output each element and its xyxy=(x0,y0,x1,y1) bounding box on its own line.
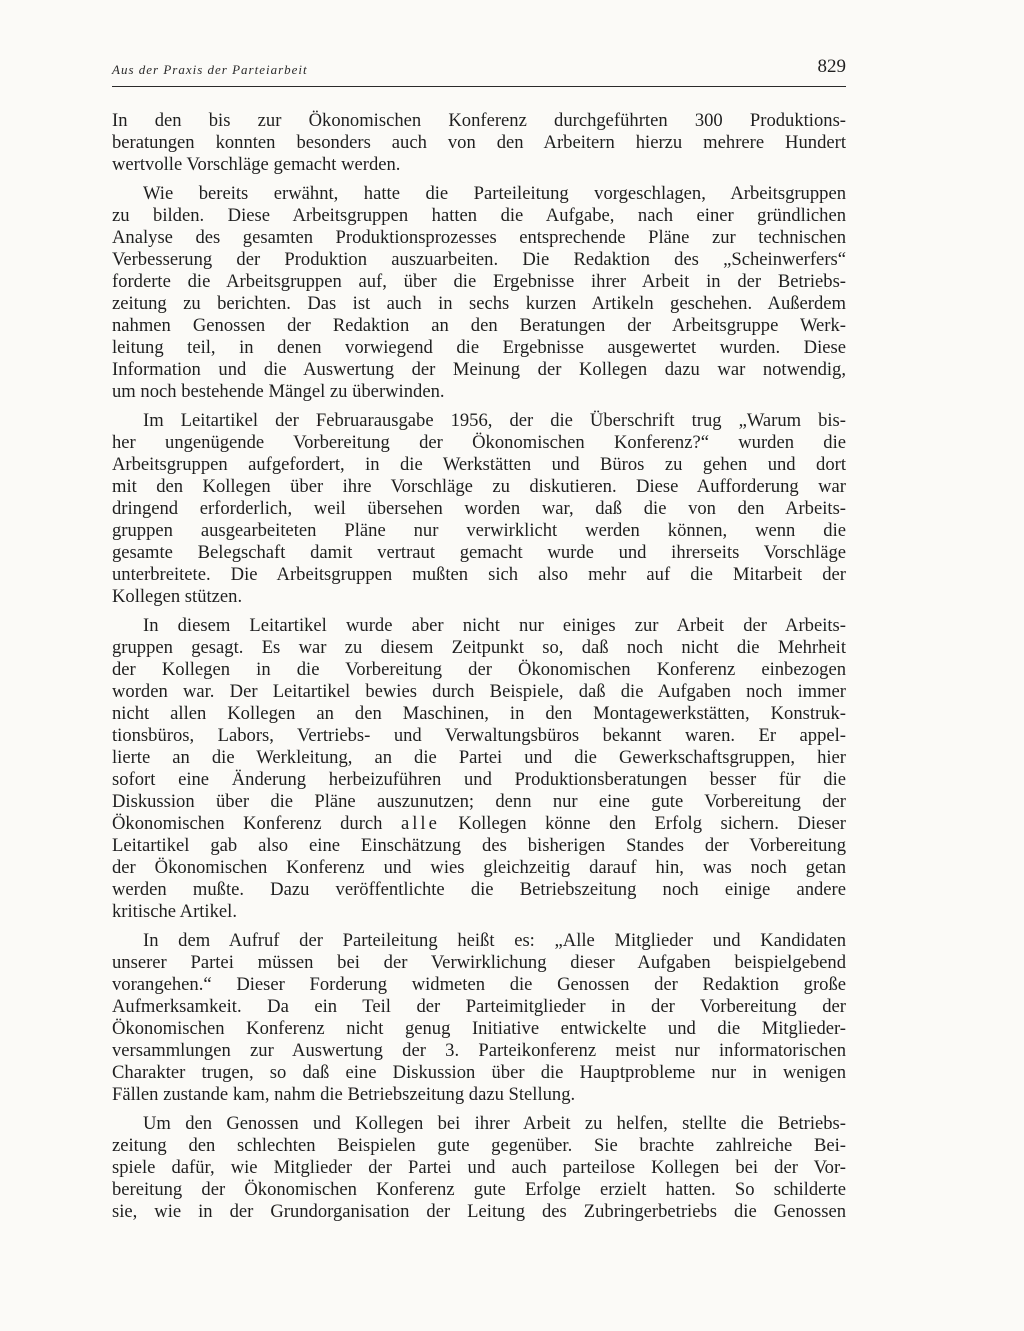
text-line: Um den Genossen und Kollegen bei ihrer Arbeit zu helfen, stellte die Betriebs- xyxy=(143,1113,846,1134)
text-line: nahmen Genossen der Redaktion an den Beratungen der Arbeitsgruppe Werk- xyxy=(112,315,846,336)
text-segment: Ökonomischen Konferenz durch xyxy=(112,813,383,834)
text-line: Ökonomischen Konferenz nicht genug Initiative entwickelte und die Mitglieder- xyxy=(112,1018,846,1039)
text-line: zu bilden. Diese Arbeitsgruppen hatten die Aufgabe, nach einer gründlichen xyxy=(112,205,846,226)
text-line: Wie bereits erwähnt, hatte die Parteileitung vorgeschlagen, Arbeitsgruppen xyxy=(143,183,846,204)
paragraph-5 xyxy=(112,930,846,1106)
text-line: Charakter trugen, so daß eine Diskussion über die Hauptprobleme nur in wenigen xyxy=(112,1062,846,1083)
text-line: bereitung der Ökonomischen Konferenz gute Erfolge erzielt hatten. So schilderte xyxy=(112,1179,846,1200)
text-line: gruppen ausgearbeiteten Pläne nur verwirklicht werden können, wenn die xyxy=(112,520,846,541)
running-title: Aus der Praxis der Parteiarbeit xyxy=(112,62,308,77)
text-line: kritische Artikel. xyxy=(112,901,237,922)
text-line: Diskussion über die Pläne auszunutzen; denn nur eine gute Vorbereitung der xyxy=(112,791,846,812)
text-line: beratungen konnten besonders auch von den Arbeitern hierzu mehrere Hundert xyxy=(112,132,846,153)
text-line: worden war. Der Leitartikel bewies durch Beispiele, daß die Aufgaben noch immer xyxy=(112,681,846,702)
text-line: vorangehen.“ Dieser Forderung widmeten die Genossen der Redaktion große xyxy=(112,974,846,995)
running-header xyxy=(112,56,846,87)
text-line: In den bis zur Ökonomischen Konferenz durchgeführten 300 Produktions- xyxy=(112,110,846,131)
text-line: Leitartikel gab also eine Einschätzung des bisherigen Standes der Vorbereitung xyxy=(112,835,846,856)
text-line: gruppen gesagt. Es war zu diesem Zeitpunkt so, daß noch nicht die Mehrheit xyxy=(112,637,846,658)
text-line: forderte die Arbeitsgruppen auf, über die Ergebnisse ihrer Arbeit in der Betriebs- xyxy=(112,271,846,292)
text-line: wertvolle Vorschläge gemacht werden. xyxy=(112,154,401,175)
text-line: mit den Kollegen über ihre Vorschläge zu diskutieren. Diese Aufforderung war xyxy=(112,476,846,497)
text-line: der Ökonomischen Konferenz und wies gleichzeitig darauf hin, was noch getan xyxy=(112,857,846,878)
text-line: gesamte Belegschaft damit vertraut gemacht wurde und ihrerseits Vorschläge xyxy=(112,542,846,563)
text-line-with-emphasis xyxy=(112,813,846,835)
text-line: zeitung den schlechten Beispielen gute gegenüber. Sie brachte zahlreiche Bei- xyxy=(112,1135,846,1156)
text-line: In dem Aufruf der Parteileitung heißt es: „Alle Mitglieder und Kandidaten xyxy=(143,930,846,951)
text-line: Information und die Auswertung der Meinung der Kollegen dazu war notwendig, xyxy=(112,359,846,380)
text-line: der Kollegen in die Vorbereitung der Ökonomischen Konferenz einbezogen xyxy=(112,659,846,680)
text-line: unserer Partei müssen bei der Verwirklichung dieser Aufgaben beispielgebend xyxy=(112,952,846,973)
text-segment: Dieser xyxy=(797,813,846,834)
text-line: lierte an die Werkleitung, an die Partei und die Gewerkschaftsgruppen, hier xyxy=(112,747,846,768)
text-line: Kollegen stützen. xyxy=(112,586,243,607)
text-segment: Kollegen könne den Erfolg sichern. xyxy=(458,813,779,834)
emphasized-word: alle xyxy=(401,813,440,834)
page-number: 829 xyxy=(817,56,846,77)
text-line: versammlungen zur Auswertung der 3. Parteikonferenz meist nur informatorischen xyxy=(112,1040,846,1061)
text-line: Fällen zustande kam, nahm die Betriebszeitung dazu Stellung. xyxy=(112,1084,576,1105)
text-line: zeitung zu berichten. Das ist auch in sechs kurzen Artikeln geschehen. Außerdem xyxy=(112,293,846,314)
paragraph-6 xyxy=(112,1113,846,1223)
text-line: nicht allen Kollegen an den Maschinen, in den Montagewerkstätten, Konstruk- xyxy=(112,703,846,724)
text-line: Analyse des gesamten Produktionsprozesses entsprechende Pläne zur technischen xyxy=(112,227,846,248)
text-line: In diesem Leitartikel wurde aber nicht nur einiges zur Arbeit der Arbeits- xyxy=(143,615,846,636)
paragraph-2 xyxy=(112,183,846,403)
text-line: Im Leitartikel der Februarausgabe 1956, der die Überschrift trug „Warum bis- xyxy=(143,410,846,431)
text-line: tionsbüros, Labors, Vertriebs- und Verwaltungsbüros bekannt waren. Er appel- xyxy=(112,725,846,746)
paragraph-3 xyxy=(112,410,846,608)
text-line: Arbeitsgruppen aufgefordert, in die Werkstätten und Büros zu gehen und dort xyxy=(112,454,846,475)
text-line: spiele dafür, wie Mitglieder der Partei und auch parteilose Kollegen bei der Vor- xyxy=(112,1157,846,1178)
text-line: um noch bestehende Mängel zu überwinden. xyxy=(112,381,445,402)
text-line: dringend erforderlich, weil übersehen worden war, daß die von den Arbeits- xyxy=(112,498,846,519)
text-line: sie, wie in der Grundorganisation der Leitung des Zubringerbetriebs die Genossen xyxy=(112,1201,846,1222)
text-line: Verbesserung der Produktion auszuarbeiten. Die Redaktion des „Scheinwerfers“ xyxy=(112,249,846,270)
text-line: her ungenügende Vorbereitung der Ökonomischen Konferenz?“ wurden die xyxy=(112,432,846,453)
body-text xyxy=(112,110,846,1230)
text-line: leitung teil, in denen vorwiegend die Ergebnisse ausgewertet wurden. Diese xyxy=(112,337,846,358)
text-line: Aufmerksamkeit. Da ein Teil der Parteimitglieder in der Vorbereitung der xyxy=(112,996,846,1017)
text-line: sofort eine Änderung herbeizuführen und Produktionsberatungen besser für die xyxy=(112,769,846,790)
text-line: unterbreitete. Die Arbeitsgruppen mußten sich also mehr auf die Mitarbeit der xyxy=(112,564,846,585)
paragraph-1 xyxy=(112,110,846,176)
text-line: werden mußte. Dazu veröffentlichte die Betriebszeitung noch einige andere xyxy=(112,879,846,900)
paragraph-4 xyxy=(112,615,846,923)
